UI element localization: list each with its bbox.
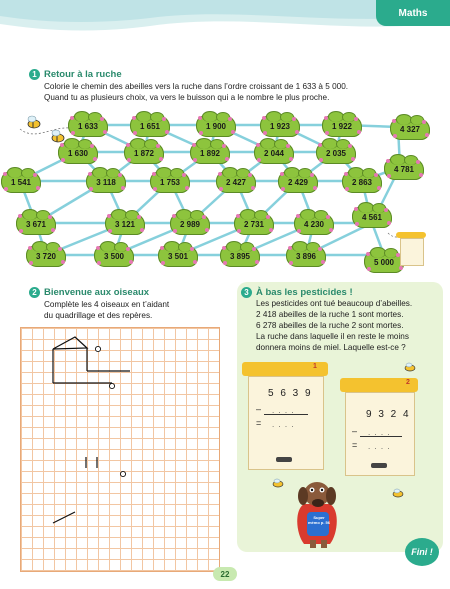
flower-icon (18, 214, 22, 218)
bush-number: 1 922 (331, 122, 353, 131)
bush-number: 4 230 (303, 220, 325, 229)
flower-icon (256, 143, 260, 147)
bush-9[interactable] (189, 140, 231, 166)
bush-number: 1 630 (67, 149, 89, 158)
flower-icon (218, 172, 222, 176)
bush-number: 1 900 (205, 122, 227, 131)
flower-icon (392, 119, 396, 123)
flower-icon (288, 246, 292, 250)
section-1-title: Retour à la ruche (44, 69, 122, 80)
hive-2-label: 2 (406, 379, 410, 386)
hive-2-number: 9 3 2 4 (366, 409, 411, 420)
bush-24[interactable] (351, 204, 393, 230)
flower-icon (289, 261, 293, 265)
flower-icon (263, 131, 267, 135)
hive-1-answer-dots-1[interactable]: . . . . (272, 406, 295, 415)
flower-icon (28, 246, 32, 250)
bush-4[interactable] (259, 113, 301, 139)
flower-icon (202, 215, 206, 219)
bush-number: 3 671 (25, 220, 47, 229)
flower-icon (118, 173, 122, 177)
flower-icon (248, 173, 252, 177)
flower-icon (348, 144, 352, 148)
flower-icon (318, 247, 322, 251)
bush-13[interactable] (0, 169, 42, 195)
bush-16[interactable] (215, 169, 257, 195)
finish-badge[interactable]: Fini ! (405, 538, 439, 566)
section-2-title: Bienvenue aux oiseaux (44, 287, 150, 298)
section-2-instruction-2: du quadrillage et des repères. (44, 311, 153, 320)
flower-icon (58, 247, 62, 251)
flower-icon (325, 131, 329, 135)
flower-icon (182, 173, 186, 177)
flower-icon (393, 134, 397, 138)
bush-number: 1 753 (159, 178, 181, 187)
flower-icon (96, 246, 100, 250)
bee-icon (270, 478, 286, 488)
bush-number: 2 989 (179, 220, 201, 229)
flower-icon (262, 116, 266, 120)
bush-number: 5 000 (373, 258, 395, 267)
flower-icon (219, 187, 223, 191)
flower-icon (344, 172, 348, 176)
bush-17[interactable] (277, 169, 319, 195)
bush-number: 3 895 (229, 252, 251, 261)
flower-icon (318, 143, 322, 147)
section-3-text-3: 6 278 abeilles de la ruche 2 sont mortes. (256, 321, 404, 330)
flower-icon (198, 116, 202, 120)
bush-26[interactable] (93, 243, 135, 269)
flower-icon (354, 117, 358, 121)
flower-icon (237, 229, 241, 233)
section-1-number: 1 (29, 69, 40, 80)
bush-number: 3 896 (295, 252, 317, 261)
section-3-text-1: Les pesticides ont tué beaucoup d’abeilles. (256, 299, 413, 308)
flower-icon (190, 247, 194, 251)
bush-28[interactable] (219, 243, 261, 269)
bush-27[interactable] (157, 243, 199, 269)
bush-2[interactable] (129, 113, 171, 139)
flower-icon (88, 172, 92, 176)
page-number: 22 (213, 567, 237, 581)
bush-11[interactable] (315, 140, 357, 166)
hive-1-equals: = (256, 418, 262, 428)
section-3-text-5: donnera moins de miel. Laquelle est-ce ? (256, 343, 406, 352)
bush-19[interactable] (15, 211, 57, 237)
flower-icon (199, 131, 203, 135)
flower-icon (367, 267, 371, 271)
bush-8[interactable] (123, 140, 165, 166)
bush-number: 1 923 (269, 122, 291, 131)
section-3-text-4: La ruche dans laquelle il en reste le moins (256, 332, 409, 341)
bee-icon (390, 488, 406, 498)
bush-number: 1 892 (199, 149, 221, 158)
flower-icon (172, 214, 176, 218)
flower-icon (152, 172, 156, 176)
bush-20[interactable] (104, 211, 146, 237)
flower-icon (222, 246, 226, 250)
hive-1-label: 1 (313, 363, 317, 370)
flower-icon (71, 131, 75, 135)
bush-23[interactable] (293, 211, 335, 237)
flower-icon (160, 246, 164, 250)
bush-number: 3 118 (96, 178, 116, 187)
bush-number: 2 429 (287, 178, 309, 187)
flower-icon (252, 247, 256, 251)
maze-hive-icon (400, 238, 424, 266)
flower-icon (223, 261, 227, 265)
flower-icon (297, 229, 301, 233)
flower-icon (354, 207, 358, 211)
flower-icon (296, 214, 300, 218)
section-3-number: 3 (241, 287, 252, 298)
section-1-instruction-2: Quand tu as plusieurs choix, va vers le buisson qui a le nombre le plus proche. (44, 93, 330, 102)
flower-icon (257, 158, 261, 162)
bush-number: 3 501 (167, 252, 189, 261)
bush-number: 4 561 (361, 213, 383, 222)
subject-tab: Maths (376, 0, 450, 26)
bush-25[interactable] (25, 243, 67, 269)
flower-icon (319, 158, 323, 162)
bush-number: 1 541 (10, 178, 32, 187)
bush-3[interactable] (195, 113, 237, 139)
flower-icon (107, 214, 111, 218)
bush-15[interactable] (149, 169, 191, 195)
flower-icon (162, 117, 166, 121)
flower-icon (19, 229, 23, 233)
flower-icon (100, 117, 104, 121)
flower-icon (48, 215, 52, 219)
flower-icon (374, 173, 378, 177)
flower-icon (137, 215, 141, 219)
flower-icon (192, 143, 196, 147)
flower-icon (193, 158, 197, 162)
flower-icon (281, 187, 285, 191)
bush-12[interactable] (383, 156, 425, 182)
flower-icon (266, 215, 270, 219)
hive-2-answer-dots-1[interactable]: . . . . (368, 428, 391, 437)
bush-number: 3 121 (114, 220, 136, 229)
flower-icon (90, 144, 94, 148)
bush-number: 2 427 (225, 178, 247, 187)
section-1-instruction-1: Colorie le chemin des abeilles vers la ruche dans l’ordre croissant de 1 633 à 5 000. (44, 82, 349, 91)
flower-icon (222, 144, 226, 148)
flower-icon (126, 143, 130, 147)
flower-icon (89, 187, 93, 191)
mascot-badge: Super mémo p. 56 (308, 515, 331, 525)
flower-icon (345, 187, 349, 191)
hive-1-entrance (276, 457, 292, 462)
flower-icon (173, 229, 177, 233)
bush-number: 2 044 (263, 149, 285, 158)
flower-icon (280, 172, 284, 176)
flower-icon (3, 172, 7, 176)
hive-1-number: 5 6 3 9 (268, 388, 313, 399)
flower-icon (386, 159, 390, 163)
flower-icon (422, 120, 426, 124)
flower-icon (292, 117, 296, 121)
section-2-number: 2 (29, 287, 40, 298)
flower-icon (387, 174, 391, 178)
flower-icon (61, 158, 65, 162)
hive-2-rule (360, 436, 402, 437)
bush-7[interactable] (57, 140, 99, 166)
bush-number: 1 872 (133, 149, 155, 158)
flower-icon (416, 160, 420, 164)
bush-30[interactable] (363, 249, 405, 275)
flower-icon (4, 187, 8, 191)
flower-icon (126, 247, 130, 251)
flower-icon (384, 208, 388, 212)
flower-icon (60, 143, 64, 147)
bush-29[interactable] (285, 243, 327, 269)
flower-icon (161, 261, 165, 265)
section-3-title: À bas les pesticides ! (256, 287, 353, 298)
bush-1[interactable] (67, 113, 109, 139)
bush-number: 1 651 (139, 122, 161, 131)
bush-22[interactable] (233, 211, 275, 237)
flower-icon (310, 173, 314, 177)
bush-number: 1 633 (77, 122, 99, 131)
flower-icon (236, 214, 240, 218)
flower-icon (29, 261, 33, 265)
bush-5[interactable] (321, 113, 363, 139)
hive-2-entrance (371, 463, 387, 468)
flower-icon (366, 252, 370, 256)
bush-number: 2 731 (243, 220, 265, 229)
flower-icon (108, 229, 112, 233)
flower-icon (97, 261, 101, 265)
flower-icon (156, 144, 160, 148)
bush-10[interactable] (253, 140, 295, 166)
flower-icon (286, 144, 290, 148)
bush-number: 3 500 (103, 252, 125, 261)
section-2-instruction-1: Complète les 4 oiseaux en t’aidant (44, 300, 170, 309)
bush-number: 4 327 (399, 125, 421, 134)
flower-icon (127, 158, 131, 162)
section-3-text-2: 2 418 abeilles de la ruche 1 sont mortes. (256, 310, 404, 319)
hive-2-answer-dots-2[interactable]: . . . . (368, 442, 391, 451)
flower-icon (355, 222, 359, 226)
flower-icon (324, 116, 328, 120)
flower-icon (133, 131, 137, 135)
bush-18[interactable] (341, 169, 383, 195)
bush-21[interactable] (169, 211, 211, 237)
hive-2-equals: = (352, 440, 358, 450)
bee-icon (402, 362, 418, 372)
hive-1-minus: – (256, 404, 262, 414)
bird-drawing-marks (20, 327, 218, 570)
hive-1-answer-dots-2[interactable]: . . . . (272, 420, 295, 429)
flower-icon (33, 173, 37, 177)
flower-icon (326, 215, 330, 219)
flower-icon (132, 116, 136, 120)
bush-number: 4 781 (393, 165, 415, 174)
flower-icon (228, 117, 232, 121)
bush-number: 2 863 (351, 178, 373, 187)
bush-6[interactable] (389, 116, 431, 142)
flower-icon (70, 116, 74, 120)
bush-number: 2 035 (325, 149, 347, 158)
bush-number: 3 720 (35, 252, 57, 261)
hive-1-rule (264, 414, 308, 415)
dog-mascot-icon (290, 474, 346, 550)
hive-2-minus: – (352, 426, 358, 436)
bush-14[interactable] (85, 169, 127, 195)
flower-icon (153, 187, 157, 191)
